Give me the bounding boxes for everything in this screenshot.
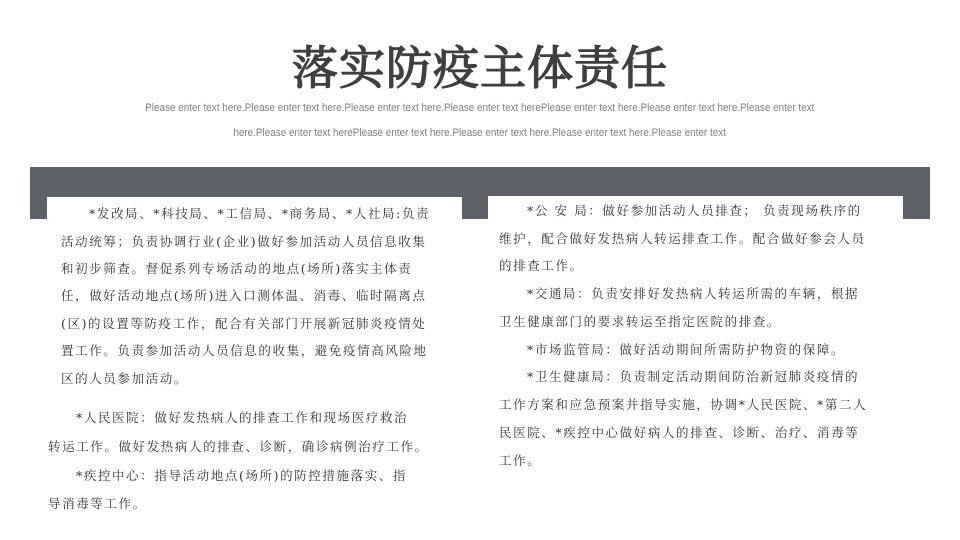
subtitle-line-2 [0, 127, 960, 139]
text-line: 的排查工作。 [499, 258, 584, 273]
text-line: 工作方案和应急预案并指导实施，协调*人民医院、*第二人 [499, 397, 868, 412]
text-line: 区的人员参加活动。 [61, 371, 188, 386]
right-text-panel [488, 196, 903, 476]
text-line: *卫生健康局：负责制定活动期间防治新冠肺炎疫情的 [527, 369, 860, 384]
text-line: 维护，配合做好发热病人转运排查工作。配合做好参会人员 [499, 231, 866, 246]
text-line: 民医院、*疾控中心做好病人的排查、诊断、治疗、消毒等 [499, 425, 860, 440]
text-line: *公 安 局：做好参加活动人员排查； 负责现场秩序的 [527, 203, 862, 218]
text-line: *交通局：负责安排好发热病人转运所需的车辆，根据 [527, 286, 860, 301]
subtitle-text: here.Please enter text herePlease enter text here.Please enter text here.Please enter text here.Please enter text [233, 127, 727, 139]
text-line: 卫生健康部门的要求转运至指定医院的排查。 [499, 314, 782, 329]
text-line: *人民医院：做好发热病人的排查工作和现场医疗救治 [76, 410, 409, 425]
text-line: 任，做好活动地点(场所)进入口测体温、消毒、临时隔离点 [61, 288, 427, 303]
text-line: 置工作。负责参加活动人员信息的收集，避免疫情高风险地 [61, 343, 428, 358]
text-line: *发改局、*科技局、*工信局、*商务局、*人社局:负责 [89, 206, 431, 221]
text-line: (区)的设置等防疫工作，配合有关部门开展新冠肺炎疫情处 [61, 316, 427, 331]
text-line: 和初步筛查。督促系列专场活动的地点(场所)落实主体责 [61, 261, 413, 276]
subtitle-text: Please enter text here.Please enter text here.Please enter text here.Please enter text herePlease enter text here.Please enter text here.Please enter text [145, 102, 815, 114]
text-line: 活动统筹；负责协调行业(企业)做好参加活动人员信息收集 [61, 234, 427, 249]
left-text-panel [47, 197, 462, 527]
text-line: 导消毒等工作。 [48, 496, 147, 511]
text-line: 工作。 [499, 453, 542, 468]
subtitle-line-1 [0, 102, 960, 114]
text-line: *疾控中心：指导活动地点(场所)的防控措施落实、指 [76, 468, 408, 483]
text-line: *市场监管局：做好活动期间所需防护物资的保障。 [527, 342, 846, 357]
text-line: 转运工作。做好发热病人的排查、诊断，确诊病例治疗工作。 [48, 439, 429, 454]
page-title: 落实防疫主体责任 [292, 41, 668, 95]
